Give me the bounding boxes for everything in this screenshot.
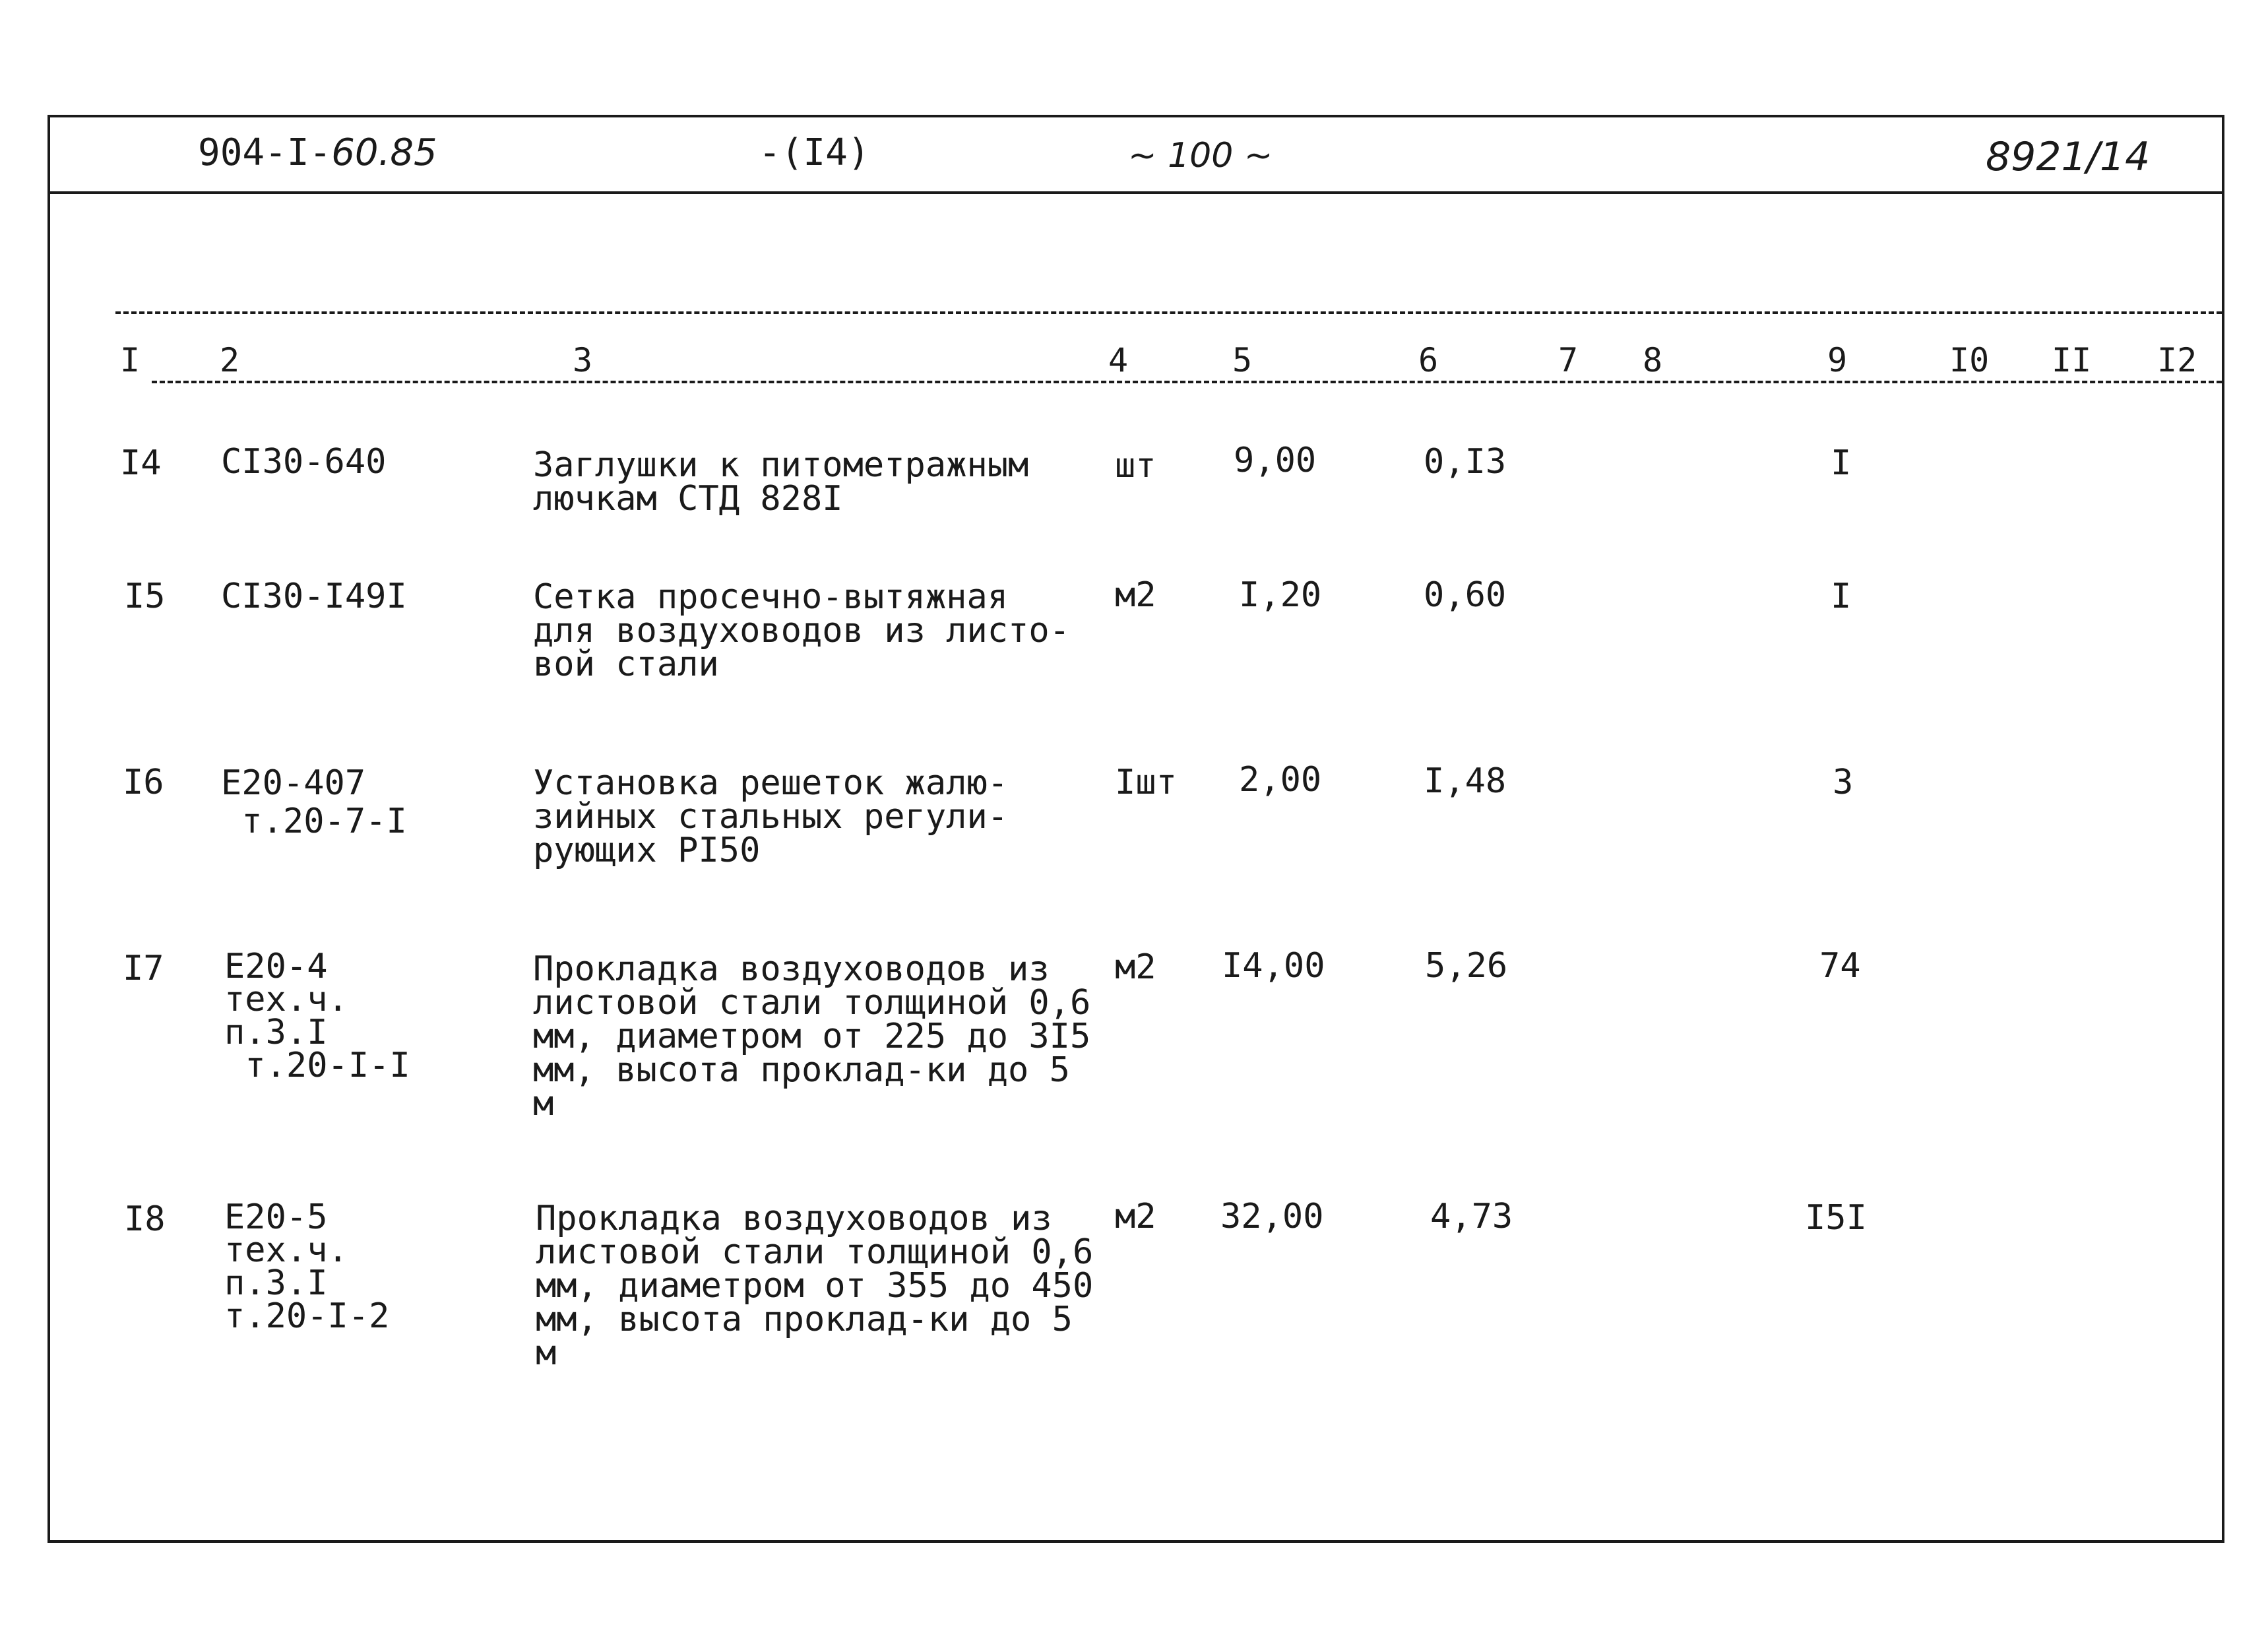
column-number: 3 [573, 341, 593, 379]
sheet-reference: 8921/14 [1986, 134, 2151, 180]
row-number: I8 [124, 1199, 166, 1239]
frame-top-line [47, 115, 2224, 117]
row-quantity: I4,00 [1222, 946, 1325, 986]
column-number: 9 [1827, 341, 1848, 379]
row-unit: м2 [1115, 1197, 1156, 1236]
page-number: ~ 100 ~ [1128, 136, 1273, 175]
column-header-top-dashed-line [115, 311, 2222, 314]
row-total: 74 [1819, 946, 1861, 986]
row-total: I5I [1805, 1198, 1867, 1238]
row-quantity: I,20 [1239, 575, 1322, 615]
row-number: I7 [123, 949, 164, 988]
header-divider-line [47, 191, 2224, 194]
row-unit: Iшт [1115, 763, 1177, 802]
row-rate: 4,73 [1430, 1197, 1513, 1236]
row-description: Заглушки к питометражным лючкам СТД 828I [533, 445, 1029, 519]
row-code: E20-5 тех.ч. п.3.I т.20-I-2 [224, 1197, 390, 1336]
row-code: CI30-640 [221, 442, 387, 482]
row-number: I5 [124, 577, 166, 616]
row-description: Прокладка воздуховодов из листовой стали толщиной 0,6 мм, диаметром от 355 до 450 мм, высота проклад-ки до 5 м [536, 1199, 1094, 1373]
row-unit: м2 [1115, 947, 1156, 987]
row-number: I4 [120, 443, 162, 483]
row-rate: I,48 [1424, 761, 1507, 801]
row-total: I [1831, 443, 1852, 483]
row-code: E20-4 тех.ч. п.3.I т.20-I-I [224, 947, 410, 1085]
doc-code [198, 131, 437, 174]
row-quantity: 9,00 [1234, 441, 1317, 480]
section-number: -(I4) [759, 131, 870, 174]
column-number: 2 [220, 341, 240, 379]
column-number: 5 [1232, 341, 1253, 379]
row-quantity: 2,00 [1239, 760, 1322, 800]
frame-bottom-line [47, 1540, 2224, 1543]
frame-left-line [47, 115, 50, 1543]
row-description: Сетка просечно-вытяжная для воздуховодов из листо-вой стали [533, 577, 1070, 684]
column-number: I2 [2157, 341, 2197, 379]
row-rate: 0,60 [1424, 575, 1507, 615]
row-quantity: 32,00 [1220, 1197, 1324, 1236]
doc-code-handwritten: 60.85 [331, 131, 437, 174]
column-number: I [120, 341, 141, 379]
column-number: I0 [1949, 341, 1990, 379]
row-rate: 5,26 [1425, 946, 1508, 986]
row-unit: м2 [1115, 575, 1156, 615]
column-number: 4 [1108, 341, 1129, 379]
frame-right-line [2222, 115, 2224, 1543]
column-number: 7 [1558, 341, 1579, 379]
row-description: Прокладка воздуховодов из листовой стали толщиной 0,6 мм, диаметром от 225 до 3I5 мм, высота проклад-ки до 5 м [533, 949, 1091, 1124]
row-unit: шт [1115, 446, 1156, 486]
row-total: 3 [1833, 763, 1854, 802]
column-header-bottom-dashed-line [152, 381, 2222, 383]
row-code: CI30-I49I [221, 577, 407, 616]
column-number: 8 [1643, 341, 1663, 379]
row-total: I [1831, 577, 1852, 616]
column-number: II [2052, 341, 2092, 379]
row-rate: 0,I3 [1424, 442, 1507, 482]
row-description: Установка решеток жалю-зийных стальных регули-рующих PI50 [533, 763, 1009, 870]
row-code: E20-407 т.20-7-I [221, 763, 407, 841]
column-number: 6 [1418, 341, 1439, 379]
doc-code-prefix: 904-I- [198, 131, 332, 174]
row-number: I6 [123, 763, 164, 802]
